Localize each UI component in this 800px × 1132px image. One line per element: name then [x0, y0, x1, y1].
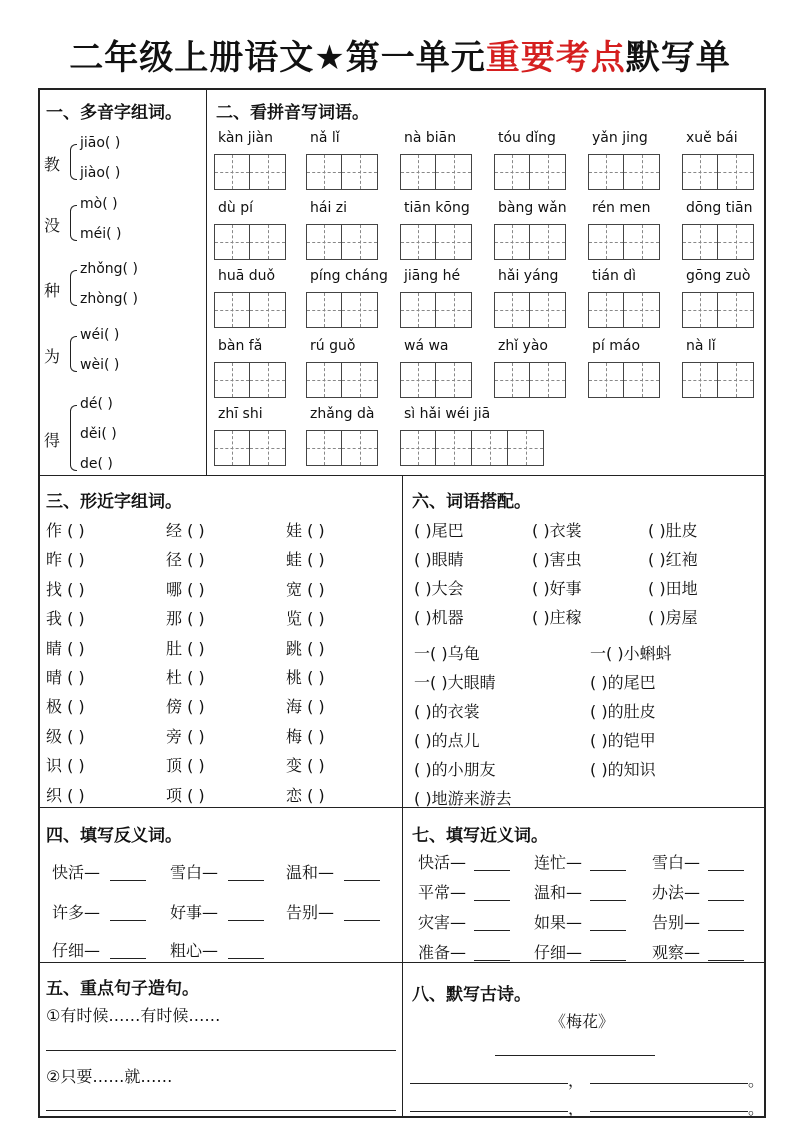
similar-char-item[interactable]: 径 ( ) — [166, 550, 205, 570]
writing-box[interactable] — [718, 362, 754, 398]
similar-char-item[interactable]: 我 ( ) — [46, 609, 85, 629]
pinyin-label: zhǎng dà — [310, 406, 375, 422]
writing-grid[interactable] — [214, 224, 286, 260]
writing-box[interactable] — [682, 362, 718, 398]
section-6-heading: 六、词语搭配。 — [412, 492, 531, 512]
match-item[interactable]: 一( )小蝌蚪 — [590, 644, 672, 663]
answer-blank[interactable] — [474, 870, 510, 871]
writing-grid[interactable] — [400, 430, 544, 466]
page-title: 二年级上册语文★第一单元重要考点默写单 — [69, 38, 731, 78]
similar-char-item[interactable]: 娃 ( ) — [286, 521, 325, 540]
writing-box[interactable] — [588, 224, 624, 260]
pinyin-label: rú guǒ — [310, 338, 356, 354]
writing-grid[interactable] — [682, 362, 754, 398]
antonym-label: 仔细— — [52, 941, 101, 960]
match-item[interactable]: ( )庄稼 — [532, 608, 582, 627]
writing-box[interactable] — [250, 292, 286, 328]
pinyin-blank[interactable]: wèi( ) — [80, 357, 120, 373]
synonym-label: 如果— — [534, 913, 583, 932]
writing-box[interactable] — [624, 224, 660, 260]
similar-char-item[interactable]: 海 ( ) — [286, 697, 325, 717]
pinyin-label: bàng wǎn — [498, 200, 567, 216]
writing-box[interactable] — [530, 362, 566, 398]
writing-box[interactable] — [400, 362, 436, 398]
similar-char-item[interactable]: 识 ( ) — [46, 756, 85, 776]
writing-grid[interactable] — [588, 362, 660, 398]
writing-box[interactable] — [718, 154, 754, 190]
writing-box[interactable] — [436, 430, 472, 466]
writing-box[interactable] — [718, 292, 754, 328]
match-item[interactable]: ( )的铠甲 — [590, 731, 656, 750]
similar-char-item[interactable]: 旁 ( ) — [166, 726, 205, 746]
pinyin-blank[interactable]: de( ) — [80, 456, 113, 472]
answer-blank[interactable] — [708, 870, 744, 871]
pinyin-blank[interactable]: zhǒng( ) — [80, 261, 138, 277]
match-item[interactable]: ( )的衣裳 — [414, 702, 480, 721]
writing-grid[interactable] — [214, 292, 286, 328]
writing-box[interactable] — [436, 154, 472, 190]
antonym-label: 温和— — [286, 863, 335, 882]
pinyin-blank[interactable]: děi( ) — [80, 426, 117, 442]
writing-box[interactable] — [494, 292, 530, 328]
synonym-label: 仔细— — [534, 943, 583, 962]
synonym-label: 快活— — [418, 853, 467, 872]
pinyin-label: hái zi — [310, 200, 348, 216]
period-mark: 。 — [748, 1071, 765, 1090]
writing-box[interactable] — [342, 430, 378, 466]
match-item[interactable]: ( )房屋 — [648, 608, 698, 627]
writing-grid[interactable] — [588, 154, 660, 190]
match-item[interactable]: ( )衣裳 — [532, 521, 582, 540]
pinyin-label: gōng zuò — [686, 268, 751, 284]
similar-char-item[interactable]: 经 ( ) — [166, 521, 205, 540]
writing-grid[interactable] — [400, 154, 472, 190]
similar-char-item[interactable]: 桃 ( ) — [286, 668, 325, 687]
match-item[interactable]: ( )的尾巴 — [590, 673, 656, 692]
match-item[interactable]: ( )眼睛 — [414, 550, 464, 569]
brace-icon — [70, 405, 77, 471]
writing-grid[interactable] — [306, 292, 378, 328]
writing-box[interactable] — [624, 154, 660, 190]
section-5-heading: 五、重点句子造句。 — [46, 979, 199, 999]
writing-grid[interactable] — [400, 292, 472, 328]
similar-char-item[interactable]: 傍 ( ) — [166, 697, 205, 717]
similar-char-item[interactable]: 昨 ( ) — [46, 550, 85, 570]
answer-blank[interactable] — [344, 880, 380, 881]
similar-char-item[interactable]: 肚 ( ) — [166, 638, 205, 658]
synonym-label: 观察— — [652, 943, 701, 962]
answer-blank[interactable] — [708, 900, 744, 901]
brace-icon — [70, 144, 77, 180]
writing-box[interactable] — [250, 224, 286, 260]
writing-box[interactable] — [682, 224, 718, 260]
comma-mark: ， — [568, 1071, 585, 1090]
pinyin-label: tiān kōng — [404, 200, 470, 216]
writing-box[interactable] — [400, 430, 436, 466]
writing-box[interactable] — [682, 154, 718, 190]
writing-box[interactable] — [250, 154, 286, 190]
section-3-heading: 三、形近字组词。 — [46, 492, 182, 512]
writing-box[interactable] — [494, 154, 530, 190]
sentence-prompt: ①有时候……有时候…… — [46, 1006, 221, 1025]
answer-blank[interactable] — [474, 930, 510, 931]
pinyin-label: hǎi yáng — [498, 268, 559, 284]
brace-icon — [70, 270, 77, 306]
poem-title-line[interactable] — [495, 1055, 655, 1056]
antonym-label: 告别— — [286, 903, 335, 922]
answer-blank[interactable] — [590, 900, 626, 901]
match-item[interactable]: ( )害虫 — [532, 550, 582, 569]
writing-box[interactable] — [588, 154, 624, 190]
writing-grid[interactable] — [306, 224, 378, 260]
brace-icon — [70, 205, 77, 241]
synonym-label: 准备— — [418, 943, 467, 962]
writing-box[interactable] — [400, 292, 436, 328]
pinyin-label: wá wa — [404, 338, 449, 354]
period-mark: 。 — [748, 1099, 765, 1118]
pinyin-label: yǎn jing — [592, 130, 648, 146]
similar-char-item[interactable]: 那 ( ) — [166, 609, 205, 629]
writing-grid[interactable] — [588, 292, 660, 328]
pinyin-blank[interactable]: dé( ) — [80, 396, 113, 412]
match-item[interactable]: ( )的点儿 — [414, 731, 480, 750]
answer-blank[interactable] — [708, 960, 744, 961]
divider — [402, 475, 403, 1117]
writing-grid[interactable] — [214, 430, 286, 466]
writing-grid[interactable] — [682, 292, 754, 328]
writing-box[interactable] — [400, 154, 436, 190]
writing-box[interactable] — [250, 362, 286, 398]
match-item[interactable]: ( )红袍 — [648, 550, 698, 569]
pinyin-label: huā duǒ — [218, 268, 276, 284]
poem-line[interactable] — [410, 1083, 568, 1084]
sentence-prompt: ②只要……就…… — [46, 1067, 173, 1086]
writing-box[interactable] — [436, 292, 472, 328]
synonym-label: 连忙— — [534, 853, 583, 872]
pinyin-blank[interactable]: mò( ) — [80, 196, 118, 212]
writing-box[interactable] — [588, 362, 624, 398]
similar-char-item[interactable]: 项 ( ) — [166, 785, 205, 805]
pinyin-label: rén men — [592, 200, 651, 216]
pinyin-label: sì hǎi wéi jiā — [404, 406, 491, 422]
match-item[interactable]: 一( )乌龟 — [414, 644, 480, 663]
writing-box[interactable] — [214, 154, 250, 190]
polyphone-char: 为 — [44, 347, 61, 366]
pinyin-blank[interactable]: jiāo( ) — [80, 135, 121, 151]
writing-box[interactable] — [214, 224, 250, 260]
writing-grid[interactable] — [588, 224, 660, 260]
answer-blank[interactable] — [228, 880, 264, 881]
pinyin-label: jiāng hé — [404, 268, 461, 284]
writing-grid[interactable] — [682, 224, 754, 260]
writing-box[interactable] — [682, 292, 718, 328]
writing-box[interactable] — [508, 430, 544, 466]
writing-box[interactable] — [436, 362, 472, 398]
similar-char-item[interactable]: 顶 ( ) — [166, 756, 205, 776]
similar-char-item[interactable]: 览 ( ) — [286, 609, 325, 629]
poem-line[interactable] — [410, 1111, 568, 1112]
pinyin-label: nǎ lǐ — [310, 130, 340, 146]
synonym-label: 办法— — [652, 883, 701, 902]
divider — [206, 89, 207, 475]
pinyin-blank[interactable]: zhòng( ) — [80, 291, 138, 307]
writing-box[interactable] — [472, 430, 508, 466]
similar-char-item[interactable]: 杜 ( ) — [166, 668, 205, 687]
similar-char-item[interactable]: 晴 ( ) — [46, 668, 85, 687]
pinyin-blank[interactable]: jiào( ) — [80, 165, 121, 181]
match-item[interactable]: ( )大会 — [414, 579, 464, 598]
polyphone-char: 得 — [44, 431, 61, 450]
pinyin-blank[interactable]: méi( ) — [80, 226, 122, 242]
antonym-label: 快活— — [52, 863, 101, 882]
polyphone-char: 种 — [44, 281, 61, 300]
answer-blank[interactable] — [110, 880, 146, 881]
answer-blank[interactable] — [590, 930, 626, 931]
pinyin-label: tián dì — [592, 268, 637, 284]
match-item[interactable]: ( )田地 — [648, 579, 698, 598]
answer-blank[interactable] — [474, 900, 510, 901]
match-item[interactable]: ( )地游来游去 — [414, 789, 512, 808]
comma-mark: ， — [568, 1099, 585, 1118]
writing-grid[interactable] — [306, 154, 378, 190]
similar-char-item[interactable]: 找 ( ) — [46, 579, 85, 599]
writing-box[interactable] — [214, 362, 250, 398]
match-item[interactable]: ( )尾巴 — [414, 521, 464, 540]
writing-grid[interactable] — [306, 362, 378, 398]
match-item[interactable]: ( )机器 — [414, 608, 464, 627]
similar-char-item[interactable]: 恋 ( ) — [286, 785, 325, 805]
writing-box[interactable] — [214, 292, 250, 328]
writing-box[interactable] — [400, 224, 436, 260]
similar-char-item[interactable]: 变 ( ) — [286, 756, 325, 776]
pinyin-label: tóu dǐng — [498, 130, 556, 146]
writing-box[interactable] — [342, 154, 378, 190]
writing-box[interactable] — [588, 292, 624, 328]
writing-grid[interactable] — [214, 362, 286, 398]
writing-box[interactable] — [494, 224, 530, 260]
writing-box[interactable] — [530, 292, 566, 328]
writing-box[interactable] — [624, 292, 660, 328]
writing-box[interactable] — [494, 362, 530, 398]
pinyin-label: nà biān — [404, 130, 457, 146]
similar-char-item[interactable]: 蛙 ( ) — [286, 550, 325, 570]
similar-char-item[interactable]: 宽 ( ) — [286, 579, 325, 599]
section-1-heading: 一、多音字组词。 — [46, 103, 182, 123]
pinyin-label: dù pí — [218, 200, 253, 216]
writing-box[interactable] — [718, 224, 754, 260]
similar-char-item[interactable]: 睛 ( ) — [46, 638, 85, 658]
answer-blank[interactable] — [228, 920, 264, 921]
writing-grid[interactable] — [682, 154, 754, 190]
answer-blank[interactable] — [228, 958, 264, 959]
writing-box[interactable] — [530, 224, 566, 260]
writing-box[interactable] — [436, 224, 472, 260]
antonym-label: 好事— — [170, 903, 219, 922]
poem-title: 《梅花》 — [550, 1012, 615, 1031]
answer-blank[interactable] — [708, 930, 744, 931]
writing-box[interactable] — [342, 224, 378, 260]
answer-line[interactable] — [46, 1110, 396, 1111]
writing-grid[interactable] — [494, 292, 566, 328]
answer-blank[interactable] — [590, 870, 626, 871]
polyphone-char: 教 — [44, 155, 61, 174]
pinyin-label: píng cháng — [310, 268, 388, 284]
writing-box[interactable] — [306, 362, 342, 398]
writing-box[interactable] — [306, 154, 342, 190]
answer-line[interactable] — [46, 1050, 396, 1051]
antonym-label: 雪白— — [170, 863, 219, 882]
pinyin-label: pí máo — [592, 338, 641, 354]
pinyin-label: bàn fǎ — [218, 338, 263, 354]
antonym-label: 许多— — [52, 903, 101, 922]
synonym-label: 温和— — [534, 883, 583, 902]
writing-grid[interactable] — [306, 430, 378, 466]
answer-blank[interactable] — [110, 920, 146, 921]
synonym-label: 灾害— — [418, 913, 467, 932]
match-item[interactable]: ( )的知识 — [590, 760, 656, 779]
writing-grid[interactable] — [494, 154, 566, 190]
section-2-heading: 二、看拼音写词语。 — [216, 103, 369, 123]
brace-icon — [70, 336, 77, 372]
similar-char-item[interactable]: 织 ( ) — [46, 785, 85, 805]
writing-box[interactable] — [306, 292, 342, 328]
pinyin-label: zhī shi — [218, 406, 263, 422]
writing-box[interactable] — [214, 430, 250, 466]
writing-box[interactable] — [342, 362, 378, 398]
divider — [39, 807, 765, 808]
writing-box[interactable] — [306, 430, 342, 466]
pinyin-label: dōng tiān — [686, 200, 753, 216]
similar-char-item[interactable]: 级 ( ) — [46, 726, 85, 746]
section-7-heading: 七、填写近义词。 — [412, 826, 548, 846]
similar-char-item[interactable]: 跳 ( ) — [286, 638, 325, 658]
answer-blank[interactable] — [344, 920, 380, 921]
writing-grid[interactable] — [494, 224, 566, 260]
poem-line[interactable] — [590, 1111, 748, 1112]
writing-box[interactable] — [530, 154, 566, 190]
pinyin-label: xuě bái — [686, 130, 738, 146]
pinyin-label: kàn jiàn — [218, 130, 273, 146]
poem-line[interactable] — [590, 1083, 748, 1084]
pinyin-label: nà lǐ — [686, 338, 716, 354]
writing-grid[interactable] — [214, 154, 286, 190]
answer-blank[interactable] — [474, 960, 510, 961]
similar-char-item[interactable]: 作 ( ) — [46, 521, 85, 540]
match-item[interactable]: ( )的肚皮 — [590, 702, 656, 721]
synonym-label: 平常— — [418, 883, 467, 902]
section-8-heading: 八、默写古诗。 — [412, 985, 531, 1005]
polyphone-char: 没 — [44, 216, 61, 235]
answer-blank[interactable] — [590, 960, 626, 961]
writing-box[interactable] — [624, 362, 660, 398]
writing-box[interactable] — [306, 224, 342, 260]
pinyin-label: zhǐ yào — [498, 338, 548, 354]
writing-grid[interactable] — [400, 362, 472, 398]
similar-char-item[interactable]: 极 ( ) — [46, 697, 85, 717]
similar-char-item[interactable]: 梅 ( ) — [286, 726, 325, 746]
writing-grid[interactable] — [494, 362, 566, 398]
synonym-label: 告别— — [652, 913, 701, 932]
writing-box[interactable] — [250, 430, 286, 466]
writing-grid[interactable] — [400, 224, 472, 260]
pinyin-blank[interactable]: wéi( ) — [80, 327, 120, 343]
synonym-label: 雪白— — [652, 853, 701, 872]
writing-box[interactable] — [342, 292, 378, 328]
antonym-label: 粗心— — [170, 941, 219, 960]
answer-blank[interactable] — [110, 958, 146, 959]
match-item[interactable]: ( )的小朋友 — [414, 760, 496, 779]
match-item[interactable]: ( )好事 — [532, 579, 582, 598]
section-4-heading: 四、填写反义词。 — [46, 826, 182, 846]
match-item[interactable]: ( )肚皮 — [648, 521, 698, 540]
match-item[interactable]: 一( )大眼睛 — [414, 673, 496, 692]
similar-char-item[interactable]: 哪 ( ) — [166, 579, 205, 599]
